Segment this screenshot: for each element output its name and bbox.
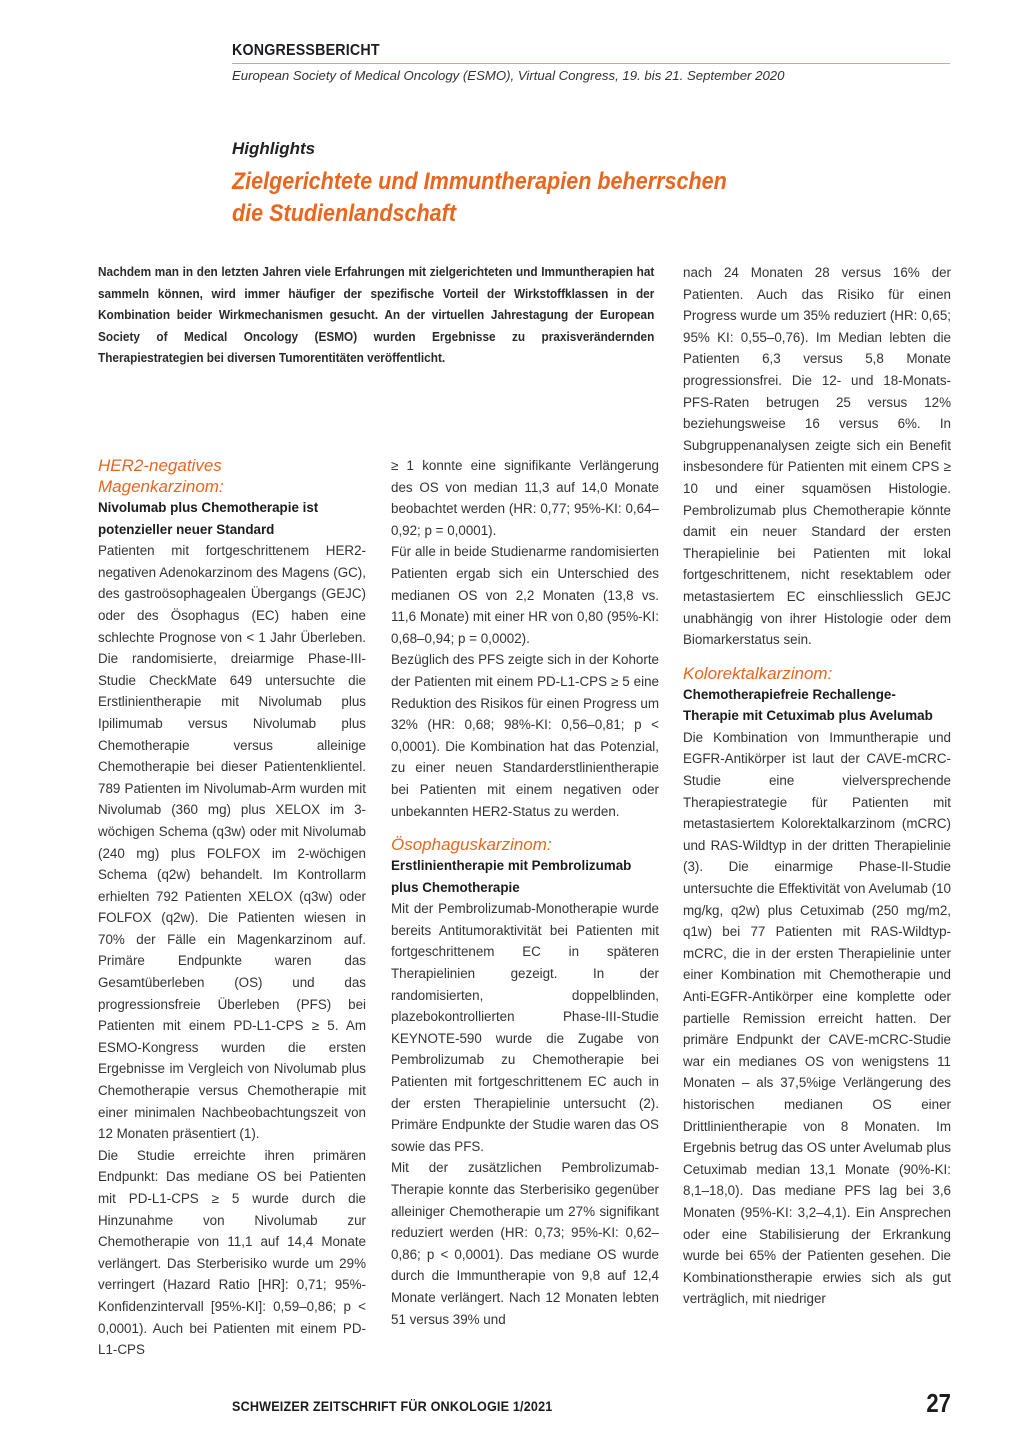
section-subheading: Chemotherapiefreie Rechallenge-Therapie mit Cetuximab plus Avelumab	[683, 686, 933, 724]
paragraph: Mit der Pembrolizumab-Monotherapie wurde bereits Antitumoraktivität bei Patienten mit fortgeschrittenem EC in späteren Therapielinien gezeigt. In der randomisierten, doppelblinden, plazebokontrollierten Phase-III-Studie KEYNOTE-590 wurde die Zugabe von Pembrolizumab zu Chemotherapie bei Patienten mit fortgeschrittenem EC auch in der ersten Therapielinie untersucht (2). Primäre Endpunkte der Studie waren das OS sowie das PFS.	[391, 901, 659, 1154]
section-subheading: Nivolumab plus Chemotherapie ist potenzieller neuer Standard	[98, 500, 319, 537]
section-heading-magenkarzinom: HER2-negatives Magenkarzinom:	[98, 456, 224, 496]
journal-footer: SCHWEIZER ZEITSCHRIFT FÜR ONKOLOGIE 1/2021	[232, 1398, 553, 1414]
spacer	[391, 822, 659, 834]
column-2	[391, 455, 659, 1330]
article-kicker: Highlights	[232, 139, 316, 158]
paragraph: Mit der zusätzlichen Pembrolizumab-Therapie konnte das Sterberisiko gegenüber alleiniger Chemotherapie um 27% signifikant reduziert werden (HR: 0,73; 95%-KI: 0,62–0,86; p < 0,0001). Das mediane OS wurde durch die Immuntherapie von 9,8 auf 12,4 Monate verlängert. Nach 12 Monaten lebten 51 versus 39% und	[391, 1160, 659, 1327]
article-title	[232, 166, 848, 230]
section-subheading: Erstlinientherapie mit Pembrolizumab plus Chemotherapie	[391, 858, 632, 895]
column-1	[98, 455, 366, 1361]
article-title-line1: Zielgerichtete und Immuntherapien beherrschen	[232, 168, 727, 195]
page-number: 27	[926, 1388, 951, 1418]
congress-subtitle: European Society of Medical Oncology (ESMO), Virtual Congress, 19. bis 21. September 2020	[232, 68, 785, 83]
paragraph: Die Kombination von Immuntherapie und EGFR-Antikörper ist laut der CAVE-mCRC-Studie eine vielversprechende Therapiestrategie für Patienten mit metastasiertem Kolorektalkarzinom (mCRC) und RAS-Wildtyp in der dritten Therapielinie (3). Die einarmige Phase-II-Studie untersuchte die Effektivität von Avelumab (10 mg/kg, q2w) plus Cetuximab (250 mg/m2, q1w) bei 77 Patienten mit RAS-Wildtyp-mCRC, die in der ersten Therapielinie unter einer Kombination mit Chemotherapie und Anti-EGFR-Antikörper eine komplette oder partielle Remission erreicht hatten. Der primäre Endpunkt der CAVE-mCRC-Studie war ein medianes OS von wenigstens 11 Monaten – als 37,5%ige Verlängerung des historischen medianen OS einer Drittlinientherapie von 8 Monaten. Im Ergebnis betrug das OS unter Avelumab plus Cetuximab median 13,1 Monate (90%-KI: 8,1–18,0). Das mediane PFS lag bei 3,6 Monaten (95%-KI: 3,2–4,1). Ein Ansprechen oder eine Stabilisierung der Erkrankung wurde bei 65% der Patienten gesehen. Die Kombinationstherapie erwies sich als gut verträglich, mit niedriger	[683, 729, 951, 1307]
spacer	[683, 651, 951, 663]
paragraph: Die Studie erreichte ihren primären Endpunkt: Das mediane OS bei Patienten mit PD-L1-CPS ≥ 5 wurde durch die Hinzunahme von Nivolumab zur Chemotherapie von 11,1 auf 14,4 Monate verlängert. Das Sterberisiko wurde um 29% verringert (Hazard Ratio [HR]: 0,71; 95%-Konfidenzintervall [95%-KI]: 0,59–0,86; p < 0,0001). Auch bei Patienten mit einem PD-L1-CPS	[98, 1147, 366, 1358]
column-3	[683, 262, 951, 1310]
article-lead: Nachdem man in den letzten Jahren viele Erfahrungen mit zielgerichteten und Immuntherapien hat sammeln können, wird immer häufiger der spezifische Vorteil der Wirkstoffklassen in der Kombination beider Wirkmechanismen gesucht. An der virtuellen Jahrestagung der European Society of Medical Oncology (ESMO) wurden Ergebnisse zu praxisverändernden Therapiestrategien bei diversen Tumorentitäten veröffentlicht.	[98, 264, 655, 366]
section-label: KONGRESSBERICHT	[232, 42, 380, 59]
article-title-line2: die Studienlandschaft	[232, 200, 457, 227]
paragraph: ≥ 1 konnte eine signifikante Verlängerung des OS von median 11,3 auf 14,0 Monate beobachtet werden (HR: 0,77; 95%-KI: 0,64–0,92; p = 0,0001).	[391, 458, 659, 538]
paragraph: Für alle in beide Studienarme randomisierten Patienten ergab sich ein Unterschied des medianen OS von 2,2 Monaten (13,8 vs. 11,6 Monate) mit einer HR von 0,80 (95%-KI: 0,68–0,94; p = 0,0002).	[391, 544, 659, 646]
header-divider	[232, 63, 950, 64]
paragraph: Bezüglich des PFS zeigte sich in der Kohorte der Patienten mit einem PD-L1-CPS ≥ 5 eine Reduktion des Risikos für einen Progress um 32% (HR: 0,68; 98%-KI: 0,56–0,81; p < 0,0001). Die Kombination hat das Potenzial, zu einer neuen Standarderstlinientherapie bei Patienten mit einem negativen oder unbekannten HER2-Status zu werden.	[391, 652, 659, 819]
paragraph: nach 24 Monaten 28 versus 16% der Patienten. Auch das Risiko für einen Progress wurde um 35% reduziert (HR: 0,65; 95% KI: 0,55–0,76). Im Median lebten die Patienten 6,3 versus 5,8 Monate progressionsfrei. Die 12- und 18-Monats-PFS-Raten betrugen 25 versus 12% beziehungsweise 16 versus 6%. In Subgruppenanalysen zeigte sich ein Benefit insbesondere für Patienten mit einem CPS ≥ 10 und einer squamösen Histologie. Pembrolizumab plus Chemotherapie könnte damit ein neuer Standard der ersten Therapielinie bei Patienten mit lokal fortgeschrittenem, nicht resektablem oder metastasiertem EC einschliesslich GEJC unabhängig von ihrer Histologie oder dem Biomarkerstatus sein.	[683, 265, 951, 648]
paragraph: Patienten mit fortgeschrittenem HER2-negativen Adenokarzinom des Magens (GC), des gastroösophagealen Übergangs (GEJC) oder des Ösophagus (EC) haben eine schlechte Prognose von < 1 Jahr Überleben. Die randomisierte, dreiarmige Phase-III-Studie CheckMate 649 untersuchte die Erstlinientherapie mit Nivolumab plus Ipilimumab versus Nivolumab plus Chemotherapie versus alleinige Chemotherapie bei dieser Patientenklientel. 789 Patienten im Nivolumab-Arm wurden mit Nivolumab (360 mg) plus XELOX im 3-wöchigen Schema (q3w) oder mit Nivolumab (240 mg) plus FOLFOX im 2-wöchigen Schema (q2w) behandelt. Im Kontrollarm erhielten 792 Patienten XELOX (q3w) oder FOLFOX (q2w). Die Patienten wiesen in 70% der Fälle ein Magenkarzinom auf. Primäre Endpunkte waren das Gesamtüberleben (OS) und das progressionsfreie Überleben (PFS) bei Patienten mit einem PD-L1-CPS ≥ 5. Am ESMO-Kongress wurden die ersten Ergebnisse im Vergleich von Nivolumab plus Chemotherapie versus Chemotherapie mit einer minimalen Nachbeobachtungszeit von 12 Monaten präsentiert (1).	[98, 543, 366, 1142]
section-heading-oesophaguskarzinom: Ösophaguskarzinom:	[391, 835, 552, 855]
section-heading-kolorektalkarzinom: Kolorektalkarzinom:	[683, 663, 833, 683]
